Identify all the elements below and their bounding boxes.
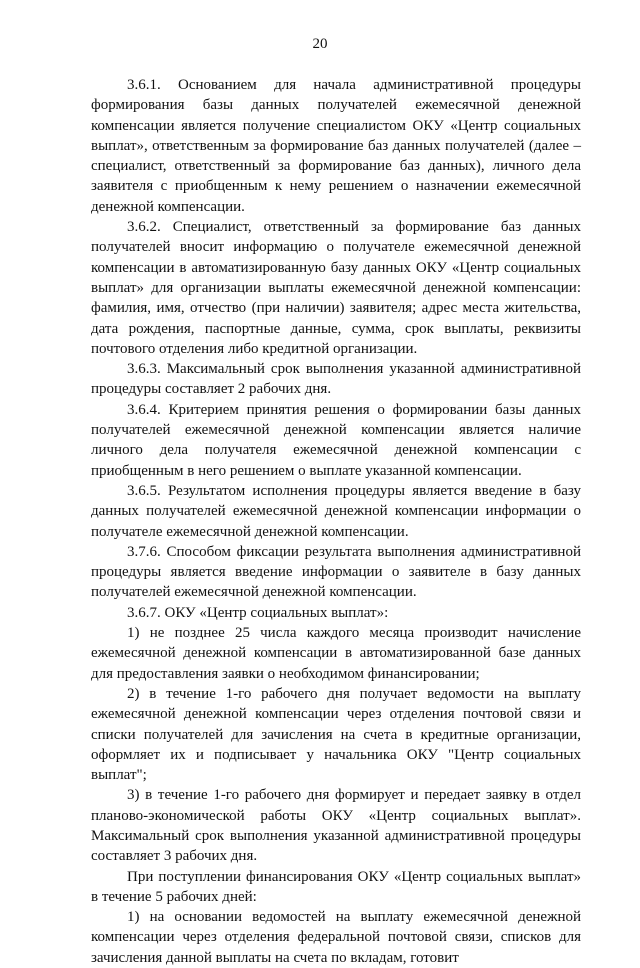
- list-item-3: 3) в течение 1-го рабочего дня формирует и передает заявку в отдел планово-экономической работы ОКУ «Центр социальных выплат». Максимальный срок выполнения указанной административной процедуры составляет 3 рабочих дня.: [91, 787, 581, 865]
- page-number: 20: [312, 36, 328, 52]
- paragraph-3-6-7: 3.6.7. ОКУ «Центр социальных выплат»:: [127, 604, 389, 621]
- paragraph-3-6-3: 3.6.3. Максимальный срок выполнения указанной административной процедуры составляет 2 рабочих дня.: [91, 361, 581, 398]
- document-body: [91, 75, 581, 968]
- paragraph-3-6-1: 3.6.1. Основанием для начала административной процедуры формирования базы данных получателей ежемесячной денежной компенсации является получение специалистом ОКУ «Центр социальных выплат», ответственным за формирование баз данных получателей (далее – специалист, ответственный за формирование баз данных), личного дела заявителя с приобщенным к нему решением о назначении ежемесячной денежной компенсации.: [91, 77, 581, 215]
- paragraph-3-6-2: 3.6.2. Специалист, ответственный за формирование баз данных получателей вносит информацию о получателе ежемесячной денежной компенсации в автоматизированную базу данных ОКУ «Центр социальных выплат» для организации выплаты ежемесячной денежной компенсации: фамилия, имя, отчество (при наличии) заявителя; адрес места жительства, дата рождения, паспортные данные, сумма, срок выплаты, реквизиты почтового отделения либо кредитной организации.: [91, 219, 581, 357]
- paragraph-3-7-6: 3.7.6. Способом фиксации результата выполнения административной процедуры является введение информации о заявителе в базу данных получателей ежемесячной денежной компенсации.: [91, 543, 581, 601]
- paragraph-funding: При поступлении финансирования ОКУ «Центр социальных выплат» в течение 5 рабочих дней:: [91, 868, 581, 905]
- paragraph-3-6-5: 3.6.5. Результатом исполнения процедуры является введение в базу данных получателей ежемесячной денежной компенсации информации о получателе ежемесячной денежной компенсации.: [91, 482, 581, 540]
- list-item-1: 1) не позднее 25 числа каждого месяца производит начисление ежемесячной денежной компенсации в автоматизированной базе данных для предоставления заявки о необходимом финансировании;: [91, 625, 581, 682]
- funding-list-item-1: 1) на основании ведомостей на выплату ежемесячной денежной компенсации через отделения федеральной почтовой связи, списков для зачисления данной выплаты на счета по вкладам, готовит: [91, 909, 581, 966]
- paragraph-3-6-4: 3.6.4. Критерием принятия решения о формировании базы данных получателей ежемесячной денежной компенсации является наличие личного дела получателя ежемесячной денежной компенсации с приобщенным в него решением о выплате указанной компенсации.: [91, 401, 581, 479]
- list-item-2: 2) в течение 1-го рабочего дня получает ведомости на выплату ежемесячной денежной компенсации через отделения почтовой связи и списки получателей для зачисления на счета в кредитные организации, оформляет их и подписывает у начальника ОКУ "Центр социальных выплат";: [91, 685, 581, 784]
